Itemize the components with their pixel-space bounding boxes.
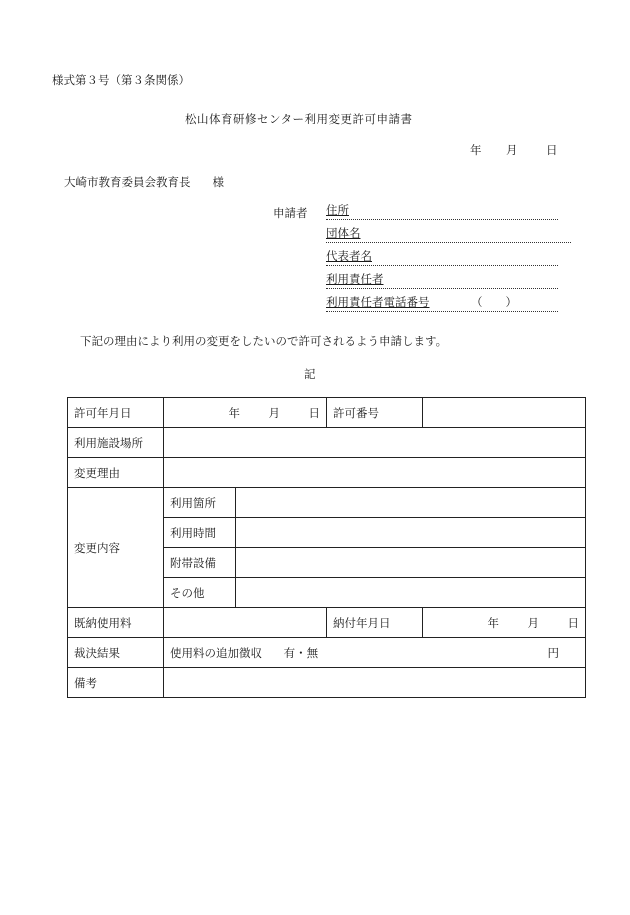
application-date bbox=[470, 142, 558, 158]
addressee-name: 大崎市教育委員会教育長 bbox=[64, 175, 191, 189]
applicant-label: 申請者 bbox=[273, 206, 308, 220]
table-row bbox=[68, 458, 586, 488]
usage-location-label: 利用箇所 bbox=[164, 488, 236, 518]
additional-fee-text: 使用料の追加徴収 bbox=[170, 645, 262, 660]
other-label: その他 bbox=[164, 578, 236, 608]
address-field[interactable] bbox=[326, 203, 558, 220]
remarks-cell[interactable] bbox=[164, 668, 586, 698]
payment-date-cell[interactable] bbox=[423, 608, 586, 638]
change-reason-label: 変更理由 bbox=[68, 458, 164, 488]
responsible-phone-field[interactable] bbox=[326, 295, 558, 312]
permit-number-label: 許可番号 bbox=[327, 398, 423, 428]
responsible-person-field[interactable] bbox=[326, 272, 558, 289]
representative-label: 代表者名 bbox=[326, 249, 372, 263]
permit-date-label: 許可年月日 bbox=[68, 398, 164, 428]
date-day-label: 日 bbox=[546, 143, 558, 157]
equipment-label: 附帯設備 bbox=[164, 548, 236, 578]
result-label: 裁決結果 bbox=[68, 638, 164, 668]
result-cell[interactable] bbox=[164, 638, 586, 668]
ki-heading: 記 bbox=[304, 367, 316, 381]
yen-unit: 円 bbox=[547, 645, 559, 660]
payment-date-label: 納付年月日 bbox=[327, 608, 423, 638]
remarks-label: 備考 bbox=[68, 668, 164, 698]
responsible-person-label: 利用責任者 bbox=[326, 272, 384, 286]
permit-date-month: 月 bbox=[268, 405, 280, 420]
table-row bbox=[68, 488, 586, 518]
application-table bbox=[67, 397, 586, 698]
table-row bbox=[68, 608, 586, 638]
usage-location-cell[interactable] bbox=[236, 488, 586, 518]
addressee bbox=[64, 174, 224, 190]
equipment-cell[interactable] bbox=[236, 548, 586, 578]
change-reason-cell[interactable] bbox=[164, 458, 586, 488]
payment-date-day: 日 bbox=[567, 615, 579, 630]
table-row bbox=[68, 428, 586, 458]
usage-time-cell[interactable] bbox=[236, 518, 586, 548]
request-statement: 下記の理由により利用の変更をしたいので許可されるよう申請します。 bbox=[80, 334, 448, 348]
yes-no-choice[interactable]: 有・無 bbox=[283, 645, 319, 660]
facility-cell[interactable] bbox=[164, 428, 586, 458]
permit-number-cell[interactable] bbox=[423, 398, 586, 428]
usage-time-label: 利用時間 bbox=[164, 518, 236, 548]
paid-fee-label: 既納使用料 bbox=[68, 608, 164, 638]
permit-date-cell[interactable] bbox=[164, 398, 327, 428]
payment-date-year: 年 bbox=[487, 615, 499, 630]
permit-date-day: 日 bbox=[308, 405, 320, 420]
change-content-label: 変更内容 bbox=[68, 488, 164, 608]
phone-area-code-paren: （ ） bbox=[471, 295, 517, 309]
paid-fee-cell[interactable] bbox=[164, 608, 327, 638]
group-name-field[interactable] bbox=[326, 226, 571, 243]
form-number: 様式第３号（第３条関係） bbox=[52, 73, 190, 87]
responsible-phone-label: 利用責任者電話番号 bbox=[326, 295, 430, 309]
document-title: 松山体育研修センター利用変更許可申請書 bbox=[185, 112, 413, 126]
other-cell[interactable] bbox=[236, 578, 586, 608]
table-row bbox=[68, 668, 586, 698]
address-label: 住所 bbox=[326, 203, 349, 217]
permit-date-year: 年 bbox=[228, 405, 240, 420]
payment-date-month: 月 bbox=[527, 615, 539, 630]
group-name-label: 団体名 bbox=[326, 226, 361, 240]
facility-label: 利用施設場所 bbox=[68, 428, 164, 458]
representative-field[interactable] bbox=[326, 249, 558, 266]
date-year-label: 年 bbox=[470, 143, 482, 157]
honorific: 様 bbox=[212, 175, 224, 189]
date-month-label: 月 bbox=[506, 143, 518, 157]
table-row bbox=[68, 638, 586, 668]
table-row bbox=[68, 398, 586, 428]
